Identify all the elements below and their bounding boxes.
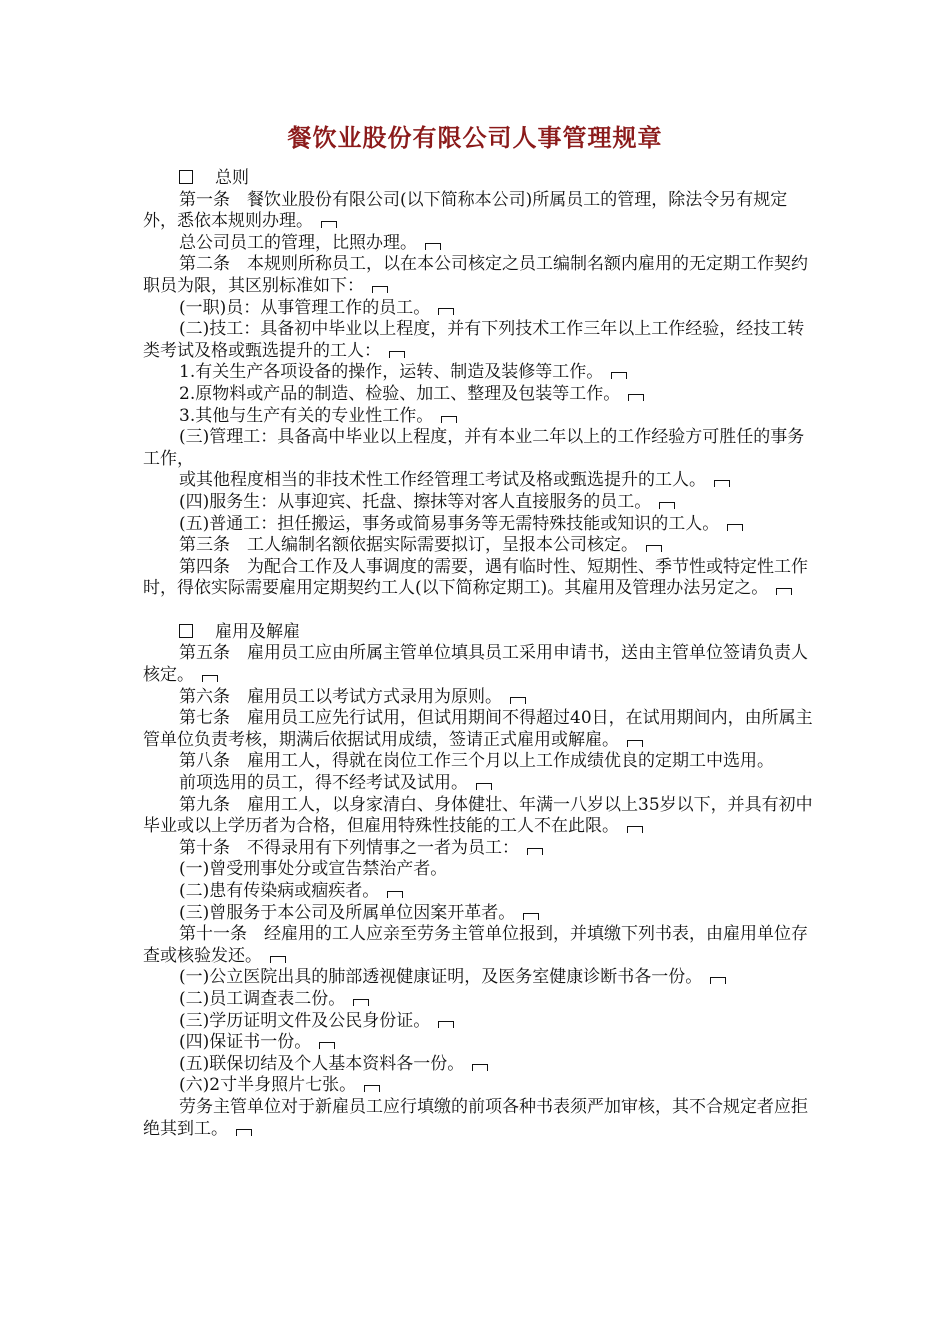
paragraph-mark-icon <box>659 502 675 509</box>
paragraph-mark-icon <box>425 243 441 250</box>
paragraph: 前项选用的员工，得不经考试及试用。 <box>143 773 813 795</box>
paragraph: 1.有关生产各项设备的操作，运转、制造及装修等工作。 <box>143 362 813 384</box>
paragraph-mark-icon <box>387 891 403 898</box>
paragraph: 第七条 雇用员工应先行试用，但试用期间不得超过40日，在试用期间内，由所属主管单位负责考核，期满后依据试用成绩，签请正式雇用或解雇。 <box>143 708 813 750</box>
paragraph: 3.其他与生产有关的专业性工作。 <box>143 406 813 428</box>
paragraph: 第八条 雇用工人，得就在岗位工作三个月以上工作成绩优良的定期工中选用。 <box>179 751 774 772</box>
paragraph: (一)曾受刑事处分或宣告禁治产者。 <box>179 859 448 880</box>
paragraph-mark-icon <box>236 1129 252 1136</box>
paragraph-mark-icon <box>364 1085 380 1092</box>
paragraph-mark-icon <box>476 783 492 790</box>
paragraph-mark-icon <box>372 286 388 293</box>
paragraph-mark-icon <box>438 308 454 315</box>
section-spacer <box>143 600 813 622</box>
paragraph: (二)员工调查表二份。 <box>143 989 813 1011</box>
paragraph-mark-icon <box>472 1064 488 1071</box>
paragraph: 或其他程度相当的非技术性工作经管理工考试及格或甄选提升的工人。 <box>143 470 813 492</box>
paragraph-mark-icon <box>714 480 730 487</box>
paragraph-mark-icon <box>627 826 643 833</box>
paragraph: (四)保证书一份。 <box>143 1032 813 1054</box>
paragraph: (一)公立医院出具的肺部透视健康证明，及医务室健康诊断书各一份。 <box>143 967 813 989</box>
paragraph-mark-icon <box>270 956 286 963</box>
paragraph: 第三条 工人编制名额依据实际需要拟订，呈报本公司核定。 <box>143 535 813 557</box>
paragraph: 2.原物料或产品的制造、检验、加工、整理及包装等工作。 <box>143 384 813 406</box>
paragraph: (五)联保切结及个人基本资料各一份。 <box>143 1054 813 1076</box>
paragraph: 第十条 不得录用有下列情事之一者为员工： <box>143 838 813 860</box>
paragraph-mark-icon <box>646 545 662 552</box>
paragraph-mark-icon <box>628 394 644 401</box>
paragraph: (三)曾服务于本公司及所属单位因案开革者。 <box>143 903 813 925</box>
paragraph: (二)患有传染病或痼疾者。 <box>143 881 813 903</box>
paragraph: (六)2寸半身照片七张。 <box>143 1075 813 1097</box>
paragraph: 第四条 为配合工作及人事调度的需要，遇有临时性、短期性、季节性或特定性工作时，得依实际需要雇用定期契约工人(以下简称定期工)。其雇用及管理办法另定之。 <box>143 556 808 599</box>
paragraph: (四)服务生：从事迎宾、托盘、擦抹等对客人直接服务的员工。 <box>143 492 813 514</box>
paragraph: 第九条 雇用工人，以身家清白、身体健壮、年满一八岁以上35岁以下，并具有初中毕业或以上学历者为合格，但雇用特殊性技能的工人不在此限。 <box>143 794 813 837</box>
paragraph-mark-icon <box>523 913 539 920</box>
paragraph-mark-icon <box>627 740 643 747</box>
paragraph: 第六条 雇用员工以考试方式录用为原则。 <box>143 687 813 709</box>
paragraph: (二)技工：具备初中毕业以上程度，并有下列技术工作三年以上工作经验，经技工转类考试及格或甄选提升的工人： <box>143 319 805 361</box>
paragraph-mark-icon <box>776 588 792 595</box>
paragraph-mark-icon <box>202 675 218 682</box>
paragraph: 劳务主管单位对于新雇员工应行填缴的前项各种书表须严加审核，其不合规定者应拒绝其到工。 <box>143 1096 808 1139</box>
paragraph: 第五条 雇用员工应由所属主管单位填具员工采用申请书，送由主管单位签请负责人核定。 <box>143 643 808 686</box>
paragraph-mark-icon <box>319 1042 335 1049</box>
paragraph: (一职)员：从事管理工作的员工。 <box>143 298 813 320</box>
paragraph-mark-icon <box>389 351 405 358</box>
paragraph-mark-icon <box>510 697 526 704</box>
paragraph-mark-icon <box>353 999 369 1006</box>
paragraph: 总公司员工的管理，比照办理。 <box>143 233 813 255</box>
paragraph: 第一条 餐饮业股份有限公司(以下简称本公司)所属员工的管理，除法令另有规定外，悉依本规则办理。 <box>143 189 788 232</box>
paragraph-mark-icon <box>321 221 337 228</box>
paragraph-mark-icon <box>441 416 457 423</box>
checkbox-square-icon <box>179 170 193 184</box>
paragraph: (五)普通工：担任搬运，事务或简易事务等无需特殊技能或知识的工人。 <box>143 514 813 536</box>
document-title: 餐饮业股份有限公司人事管理规章 <box>287 123 663 152</box>
paragraph-mark-icon <box>611 372 627 379</box>
document-body <box>143 168 813 1140</box>
checkbox-square-icon <box>179 624 193 638</box>
paragraph: (三)学历证明文件及公民身份证。 <box>143 1011 813 1033</box>
paragraph: 第二条 本规则所称员工，以在本公司核定之员工编制名额内雇用的无定期工作契约职员为限，其区别标准如下： <box>143 254 808 296</box>
paragraph-mark-icon <box>527 848 543 855</box>
paragraph: (三)管理工：具备高中毕业以上程度，并有本业二年以上的工作经验方可胜任的事务工作， <box>143 427 805 469</box>
paragraph: 第十一条 经雇用的工人应亲至劳务主管单位报到，并填缴下列书表，由雇用单位存查或核验发还。 <box>143 924 808 966</box>
paragraph-mark-icon <box>727 524 743 531</box>
section-heading: 雇用及解雇 <box>143 622 813 644</box>
section-heading: 总则 <box>143 168 813 190</box>
paragraph-mark-icon <box>710 977 726 984</box>
paragraph-mark-icon <box>438 1021 454 1028</box>
